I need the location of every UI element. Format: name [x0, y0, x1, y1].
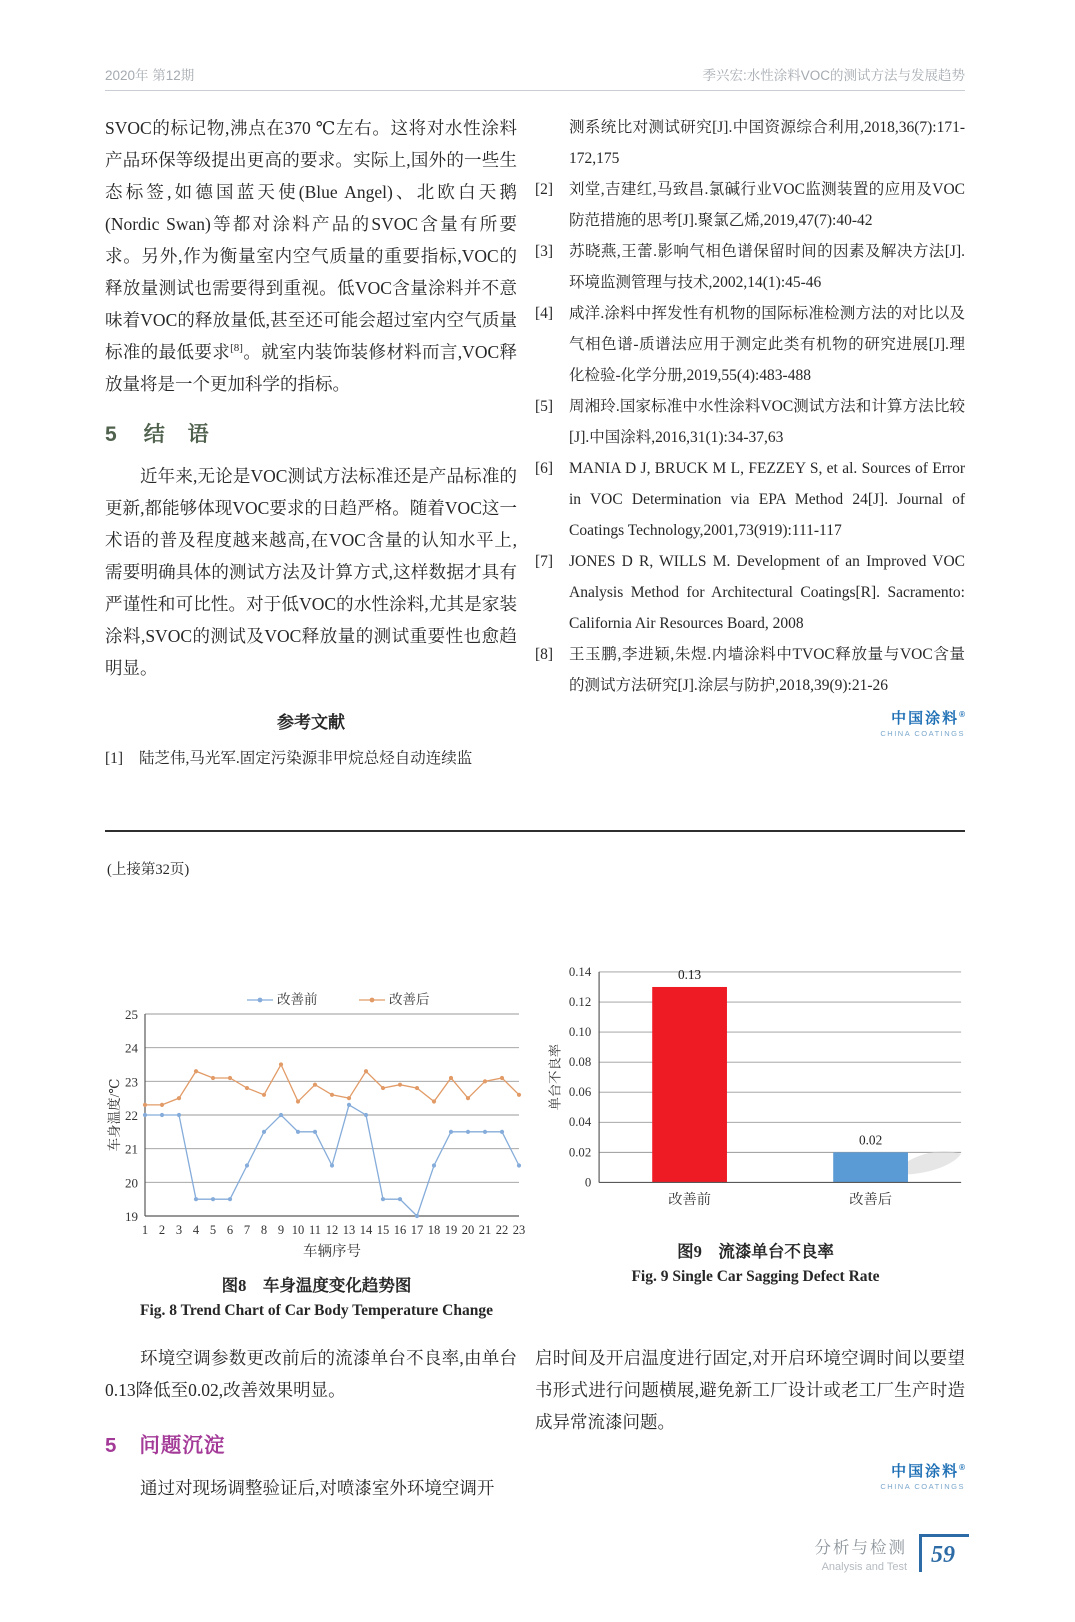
- y-tick-label: 25: [125, 1007, 138, 1022]
- reference-text: 测系统比对测试研究[J].中国资源综合利用,2018,36(7):171-172,175: [569, 119, 965, 167]
- reference-item: [535, 112, 965, 174]
- data-point: [313, 1130, 317, 1134]
- data-point: [466, 1130, 470, 1134]
- y-tick-label: 22: [125, 1108, 138, 1123]
- data-point: [262, 1130, 266, 1134]
- y-tick-label: 24: [125, 1040, 138, 1056]
- y-tick-label: 0.14: [568, 964, 592, 979]
- bar-value-label: 0.13: [677, 967, 702, 983]
- x-tick-label: 1: [141, 1223, 149, 1237]
- figure-8-block: [105, 948, 528, 1320]
- data-point: [296, 1130, 300, 1134]
- data-point: [364, 1113, 368, 1117]
- data-point: [279, 1113, 283, 1117]
- paragraph-defect-rate: 环境空调参数更改前后的流漆单台不良率,由单台0.13降低至0.02,改善效果明显。: [105, 1348, 517, 1400]
- section-heading-problem: [105, 1428, 517, 1458]
- reference-id: [5]: [535, 398, 554, 415]
- data-point: [143, 1103, 147, 1107]
- x-tick-label: 9: [277, 1223, 285, 1237]
- data-point: [347, 1096, 351, 1100]
- y-tick-label: 0.04: [568, 1115, 592, 1130]
- y-tick-label: 0.08: [568, 1055, 592, 1070]
- y-axis-title: 车身温度/℃: [107, 1078, 122, 1152]
- data-point: [330, 1093, 334, 1097]
- reference-item: [535, 391, 965, 453]
- data-point: [313, 1083, 317, 1087]
- reference-id: [8]: [535, 646, 554, 663]
- legend-label: 改善后: [389, 992, 430, 1007]
- page-footer: [815, 1534, 970, 1573]
- data-point: [449, 1076, 453, 1080]
- x-tick-label: 15: [376, 1223, 390, 1237]
- data-point: [160, 1103, 164, 1107]
- left-column: [105, 112, 517, 774]
- page-number: 59: [931, 1542, 955, 1568]
- continuation-note: (上接第32页): [107, 862, 190, 878]
- x-tick-label: 7: [243, 1223, 251, 1237]
- paragraph-svoc-text-end: 。就室内装饰装修材料而言,VOC释放量将是一个更加科学的指标。: [105, 342, 518, 394]
- registered-mark: ®: [959, 710, 965, 719]
- data-point: [415, 1086, 419, 1090]
- reference-id: [2]: [535, 181, 554, 198]
- reference-text: JONES D R, WILLS M. Development of an Improved VOC Analysis Method for Architectural Coatings[R]. Sacramento: California Air Resources Board, 2008: [569, 553, 965, 632]
- figure-9-block: [544, 948, 967, 1320]
- figure-9-caption-en: Fig. 9 Single Car Sagging Defect Rate: [631, 1268, 880, 1285]
- x-tick-label: 17: [410, 1223, 424, 1237]
- y-tick-label: 0.02: [568, 1145, 592, 1160]
- figure-9-caption-zh: 图9 流漆单台不良率: [677, 1242, 834, 1261]
- data-point: [398, 1083, 402, 1087]
- data-point: [211, 1197, 215, 1201]
- data-point: [432, 1099, 436, 1103]
- footer-label-zh: 分析与检测: [814, 1539, 907, 1557]
- section-number: 5: [105, 1434, 118, 1457]
- reference-text: 咸洋.涂料中挥发性有机物的国际标准检测方法的对比以及气相色谱-质谱法应用于测定此类有机物的研究进展[J].理化检验-化学分册,2019,55(4):483-488: [569, 305, 965, 384]
- y-tick-label: 0: [584, 1175, 592, 1190]
- y-tick-label: 20: [125, 1175, 138, 1191]
- x-tick-label: 14: [359, 1223, 373, 1237]
- paragraph-svoc-text: SVOC的标记物,沸点在370 ℃左右。这将对水性涂料产品环保等级提出更高的要求。实际上,国外的一些生态标签,如德国蓝天使(Blue Angel)、北欧白天鹅(Nordic Swan)等都对涂料产品的SVOC含量有所要求。另外,作为衡量室内空气质量的重要指标,VOC的释放量测试也需要得到重视。低VOC含量涂料并不意味着VOC的释放量低,甚至还可能会超过室内空气质量标准的最低要求: [105, 118, 517, 362]
- reference-item: [535, 639, 965, 701]
- x-tick-label: 6: [226, 1223, 234, 1237]
- data-point: [517, 1163, 521, 1167]
- reference-item: [535, 453, 965, 546]
- footer-section-label: [815, 1534, 908, 1573]
- data-point: [330, 1163, 334, 1167]
- data-point: [228, 1076, 232, 1080]
- data-point: [143, 1113, 147, 1117]
- data-point: [262, 1093, 266, 1097]
- bottom-two-columns: [105, 1342, 965, 1504]
- data-point: [177, 1113, 181, 1117]
- header-issue: 2020年 第12期: [105, 68, 195, 83]
- data-point: [160, 1113, 164, 1117]
- data-point: [228, 1197, 232, 1201]
- data-point: [245, 1163, 249, 1167]
- series-line: [145, 1105, 519, 1216]
- paragraph-conclusion: 近年来,无论是VOC测试方法标准还是产品标准的更新,都能够体现VOC要求的日趋严格。随着VOC这一术语的普及程度越来越高,在VOC含量的认知水平上,需要明确具体的测试方法及计算方式,这样数据才具有严谨性和可比性。对于低VOC的水性涂料,尤其是家装涂料,SVOC的测试及VOC释放量的测试重要性也愈趋明显。: [105, 466, 517, 678]
- data-point: [296, 1099, 300, 1103]
- x-tick-label: 13: [342, 1223, 356, 1237]
- data-point: [517, 1093, 521, 1097]
- reference-item: [535, 546, 965, 639]
- x-tick-label: 20: [461, 1223, 475, 1237]
- data-point: [347, 1103, 351, 1107]
- y-tick-label: 0.12: [568, 994, 592, 1009]
- x-tick-label: 5: [209, 1223, 217, 1237]
- data-point: [466, 1096, 470, 1100]
- reference-id: [7]: [535, 553, 554, 570]
- paragraph-continuation: 启时间及开启温度进行固定,对开启环境空调时间以要望书形式进行问题横展,避免新工厂设计或老工厂生产时造成异常流漆问题。: [535, 1348, 965, 1432]
- x-tick-label: 19: [444, 1223, 458, 1237]
- header-running-title: 季兴宏:水性涂料VOC的测试方法与发展趋势: [702, 68, 965, 83]
- x-tick-label: 16: [393, 1223, 407, 1237]
- y-tick-label: 21: [125, 1141, 138, 1157]
- data-point: [177, 1096, 181, 1100]
- y-tick-label: 0.10: [568, 1025, 592, 1040]
- logo-subtext: CHINA COATINGS: [880, 1481, 965, 1491]
- reference-item: [535, 236, 965, 298]
- section-title: 问题沉淀: [139, 1434, 226, 1457]
- legend-marker: [370, 998, 375, 1003]
- data-point: [211, 1076, 215, 1080]
- y-tick-label: 23: [125, 1074, 138, 1090]
- page-header: [105, 56, 965, 91]
- footer-label-en: Analysis and Test: [821, 1561, 907, 1573]
- x-axis-title: 车辆序号: [303, 1244, 361, 1260]
- data-point: [398, 1197, 402, 1201]
- reference-text: 刘堂,吉建红,马致昌.氯碱行业VOC监测装置的应用及VOC防范措施的思考[J].聚氯乙烯,2019,47(7):40-42: [569, 181, 965, 229]
- data-point: [415, 1214, 419, 1218]
- bottom-right-column: [535, 1342, 965, 1504]
- data-point: [483, 1079, 487, 1083]
- series-line: [145, 1065, 519, 1105]
- paragraph-svoc: [105, 112, 517, 400]
- data-point: [500, 1130, 504, 1134]
- x-tick-label: 23: [512, 1223, 526, 1237]
- references-list: [535, 112, 965, 701]
- section-divider-rule: [105, 830, 965, 832]
- paragraph-verification: 通过对现场调整验证后,对喷漆室外环境空调开: [140, 1478, 495, 1498]
- section-heading-conclusion: [105, 418, 517, 448]
- reference-id: [1]: [105, 750, 124, 767]
- bar: [652, 987, 727, 1182]
- reference-id: [6]: [535, 460, 554, 477]
- x-tick-label: 22: [495, 1223, 509, 1237]
- reference-text: 周湘玲.国家标准中水性涂料VOC测试方法和计算方法比较[J].中国涂料,2016,31(1):34-37,63: [569, 398, 965, 446]
- legend-label: 改善前: [277, 992, 318, 1007]
- reference-text: MANIA D J, BRUCK M L, FEZZEY S, et al. Sources of Error in VOC Determination via EPA Method 24[J]. Journal of Coatings Technology,2001,73(919):111-117: [569, 460, 965, 539]
- figures-row: [105, 948, 967, 1320]
- data-point: [381, 1197, 385, 1201]
- logo-subtext: CHINA COATINGS: [880, 728, 965, 738]
- data-point: [381, 1086, 385, 1090]
- china-coatings-logo: [535, 711, 965, 738]
- x-tick-label: 18: [427, 1223, 441, 1237]
- data-point: [500, 1076, 504, 1080]
- x-tick-label: 21: [478, 1223, 492, 1237]
- logo-text: 中国涂料®: [891, 1463, 965, 1480]
- data-point: [194, 1197, 198, 1201]
- bar-category-label: 改善前: [668, 1192, 711, 1209]
- reference-text: 苏晓燕,王蕾.影响气相色谱保留时间的因素及解决方法[J].环境监测管理与技术,2002,14(1):45-46: [569, 243, 965, 291]
- section-number: 5: [105, 423, 118, 446]
- logo-text: 中国涂料®: [891, 710, 965, 727]
- y-axis-title: 单台不良率: [547, 1044, 563, 1111]
- china-coatings-logo: [535, 1464, 965, 1491]
- bar: [833, 1152, 908, 1182]
- bar-category-label: 改善后: [849, 1192, 892, 1209]
- main-two-columns: [105, 112, 965, 774]
- reference-text: 王玉鹏,李进颖,朱煜.内墙涂料中TVOC释放量与VOC含量的测试方法研究[J].涂层与防护,2018,39(9):21-26: [569, 646, 965, 694]
- bar-chart: [544, 948, 967, 1230]
- x-tick-label: 12: [325, 1223, 339, 1237]
- figure-8-caption-zh: 图8 车身温度变化趋势图: [221, 1276, 412, 1295]
- data-point: [432, 1163, 436, 1167]
- registered-mark: ®: [959, 1463, 965, 1472]
- x-tick-label: 3: [175, 1223, 183, 1237]
- references-title: 参考文献: [277, 713, 345, 732]
- y-tick-label: 0.06: [568, 1085, 592, 1100]
- x-tick-label: 11: [308, 1223, 322, 1237]
- citation-superscript: [8]: [230, 342, 243, 355]
- reference-item: [535, 298, 965, 391]
- reference-id: [535, 112, 569, 174]
- data-point: [279, 1062, 283, 1066]
- bar-value-label: 0.02: [858, 1132, 883, 1148]
- data-point: [364, 1069, 368, 1073]
- figure-8-caption-en: Fig. 8 Trend Chart of Car Body Temperature Change: [140, 1302, 493, 1319]
- reference-item: [105, 743, 517, 774]
- x-tick-label: 4: [192, 1223, 200, 1237]
- bottom-left-column: [105, 1342, 517, 1504]
- x-tick-label: 2: [158, 1223, 166, 1237]
- right-column: [535, 112, 965, 774]
- data-point: [483, 1130, 487, 1134]
- data-point: [449, 1130, 453, 1134]
- reference-text: 陆芝伟,马光军.固定污染源非甲烷总烃自动连续监: [139, 750, 473, 767]
- line-chart: [105, 948, 528, 1264]
- reference-id: [3]: [535, 243, 554, 260]
- legend-marker: [258, 998, 263, 1003]
- x-tick-label: 10: [291, 1223, 305, 1237]
- y-tick-label: 19: [125, 1209, 138, 1224]
- section-title: 结 语: [143, 423, 210, 446]
- x-tick-label: 8: [260, 1223, 268, 1237]
- page-number-box: [919, 1534, 969, 1572]
- data-point: [245, 1086, 249, 1090]
- data-point: [194, 1069, 198, 1073]
- reference-item: [535, 174, 965, 236]
- reference-id: [4]: [535, 305, 554, 322]
